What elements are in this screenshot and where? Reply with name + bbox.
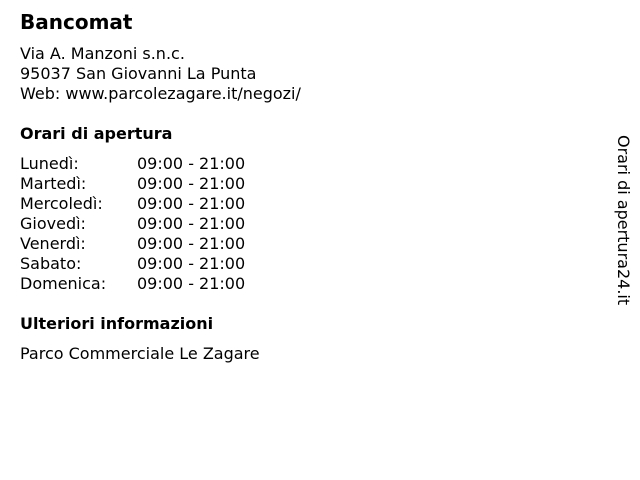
opening-hours-heading: Orari di apertura: [20, 124, 173, 143]
hours-day: Giovedì:: [20, 214, 86, 233]
hours-row-sunday: [20, 274, 245, 294]
place-title: Bancomat: [20, 10, 133, 34]
hours-time: 09:00 - 21:00: [137, 154, 246, 173]
hours-day: Sabato:: [20, 254, 82, 273]
hours-day: Lunedì:: [20, 154, 79, 173]
hours-day: Venerdì:: [20, 234, 86, 253]
hours-row-thursday: [20, 214, 245, 234]
more-info-heading: Ulteriori informazioni: [20, 314, 214, 333]
hours-time: 09:00 - 21:00: [137, 194, 246, 213]
hours-day: Martedì:: [20, 174, 87, 193]
hours-time: 09:00 - 21:00: [137, 234, 246, 253]
address-street: Via A. Manzoni s.n.c.: [20, 44, 185, 63]
hours-time: 09:00 - 21:00: [137, 254, 246, 273]
hours-row-saturday: [20, 254, 245, 274]
hours-row-wednesday: [20, 194, 245, 214]
hours-row-monday: [20, 154, 245, 174]
more-info-text: Parco Commerciale Le Zagare: [20, 344, 260, 363]
hours-time: 09:00 - 21:00: [137, 174, 246, 193]
site-watermark: Orari di apertura24.it: [614, 135, 633, 306]
hours-day: Domenica:: [20, 274, 107, 293]
address-block: [20, 44, 301, 104]
website-text: Web: www.parcolezagare.it/negozi/: [20, 84, 301, 103]
opening-hours-table: [20, 154, 245, 294]
hours-row-tuesday: [20, 174, 245, 194]
hours-time: 09:00 - 21:00: [137, 214, 246, 233]
hours-day: Mercoledì:: [20, 194, 103, 213]
hours-row-friday: [20, 234, 245, 254]
hours-time: 09:00 - 21:00: [137, 274, 246, 293]
address-city: 95037 San Giovanni La Punta: [20, 64, 257, 83]
